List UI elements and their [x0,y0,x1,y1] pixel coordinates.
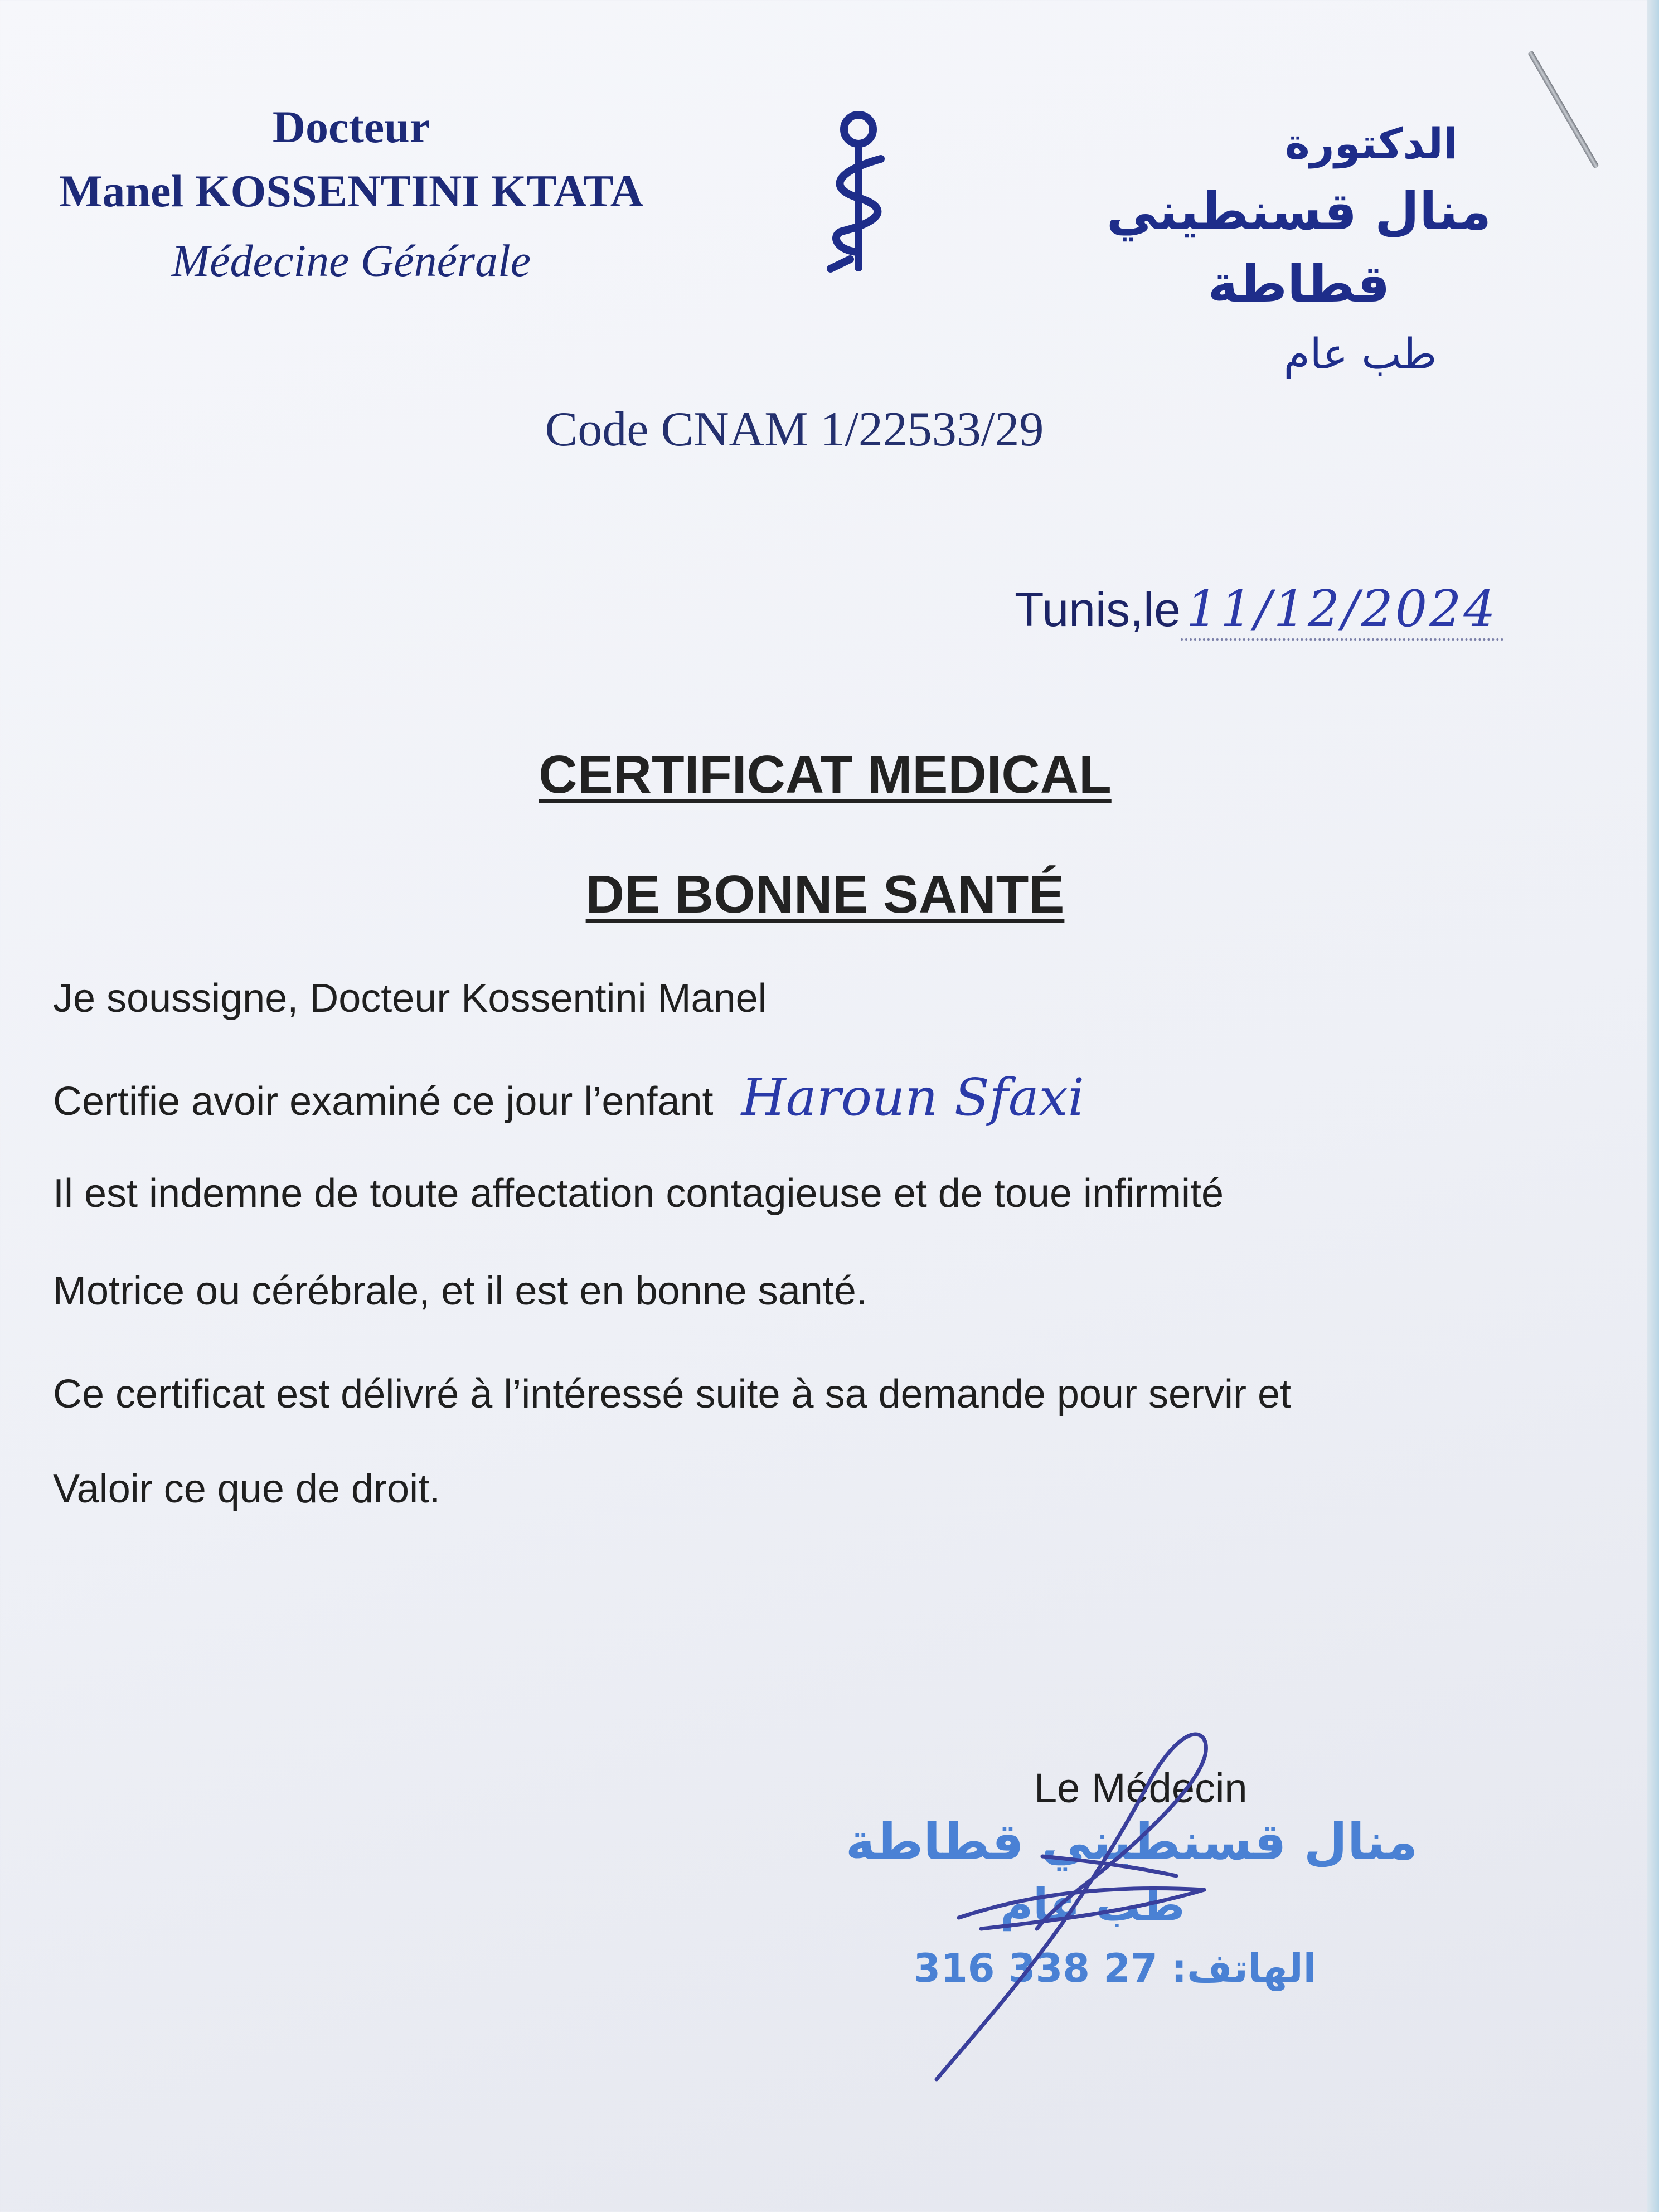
doctor-header-ar [1026,111,1572,387]
handwritten-signature [914,1717,1304,2096]
certificate-title [0,744,1650,806]
title-line-1: CERTIFICAT MEDICAL [539,745,1112,804]
body-line-3: Il est indemne de toute affectation contagieuse et de toue infirmité [53,1171,1224,1216]
doctor-specialty-ar: طب عام [1283,329,1437,379]
title-line-2: DE BONNE SANTÉ [585,865,1065,924]
stamp-line-3: الهاتف: 27 338 316 [913,1946,1317,1991]
certificate-subtitle [0,864,1650,925]
doctor-title-ar: الدكتورة [1285,119,1458,168]
stamp-line-2: طب عام [1000,1879,1185,1931]
body-line-4: Motrice ou cérébrale, et il est en bonne santé. [53,1269,867,1313]
body-line-5: Ce certificat est délivré à l’intéressé suite à sa demande pour servir et [53,1372,1292,1417]
stamp-line-1: منال قسنطيني قطاطة [845,1813,1418,1871]
body-line-2-text: Certifie avoir examiné ce jour l’enfant [53,1079,714,1124]
patient-name-handwritten: Haroun Sfaxi [741,1068,1084,1127]
body-line-1: Je soussigne, Docteur Kossentini Manel [53,976,767,1021]
body-line-6: Valoir ce que de droit. [53,1467,441,1511]
doctor-name: Manel KOSSENTINI KTATA [59,166,643,216]
doctor-name-ar: منال قسنطيني قطاطة [1106,182,1492,314]
doctor-specialty: Médecine Générale [171,235,531,286]
body-line-2 [53,1068,1084,1127]
handwritten-date: 11/12/2024 [1181,580,1503,641]
signature-title: Le Médecin [1034,1765,1248,1811]
doctor-header-fr [22,95,680,298]
date-label: Tunis,le [1015,583,1181,637]
caduceus-icon [819,106,898,273]
cnam-code: Code CNAM 1/22533/29 [545,402,1044,457]
doctor-title: Docteur [272,101,430,152]
date-line [1015,580,1503,647]
